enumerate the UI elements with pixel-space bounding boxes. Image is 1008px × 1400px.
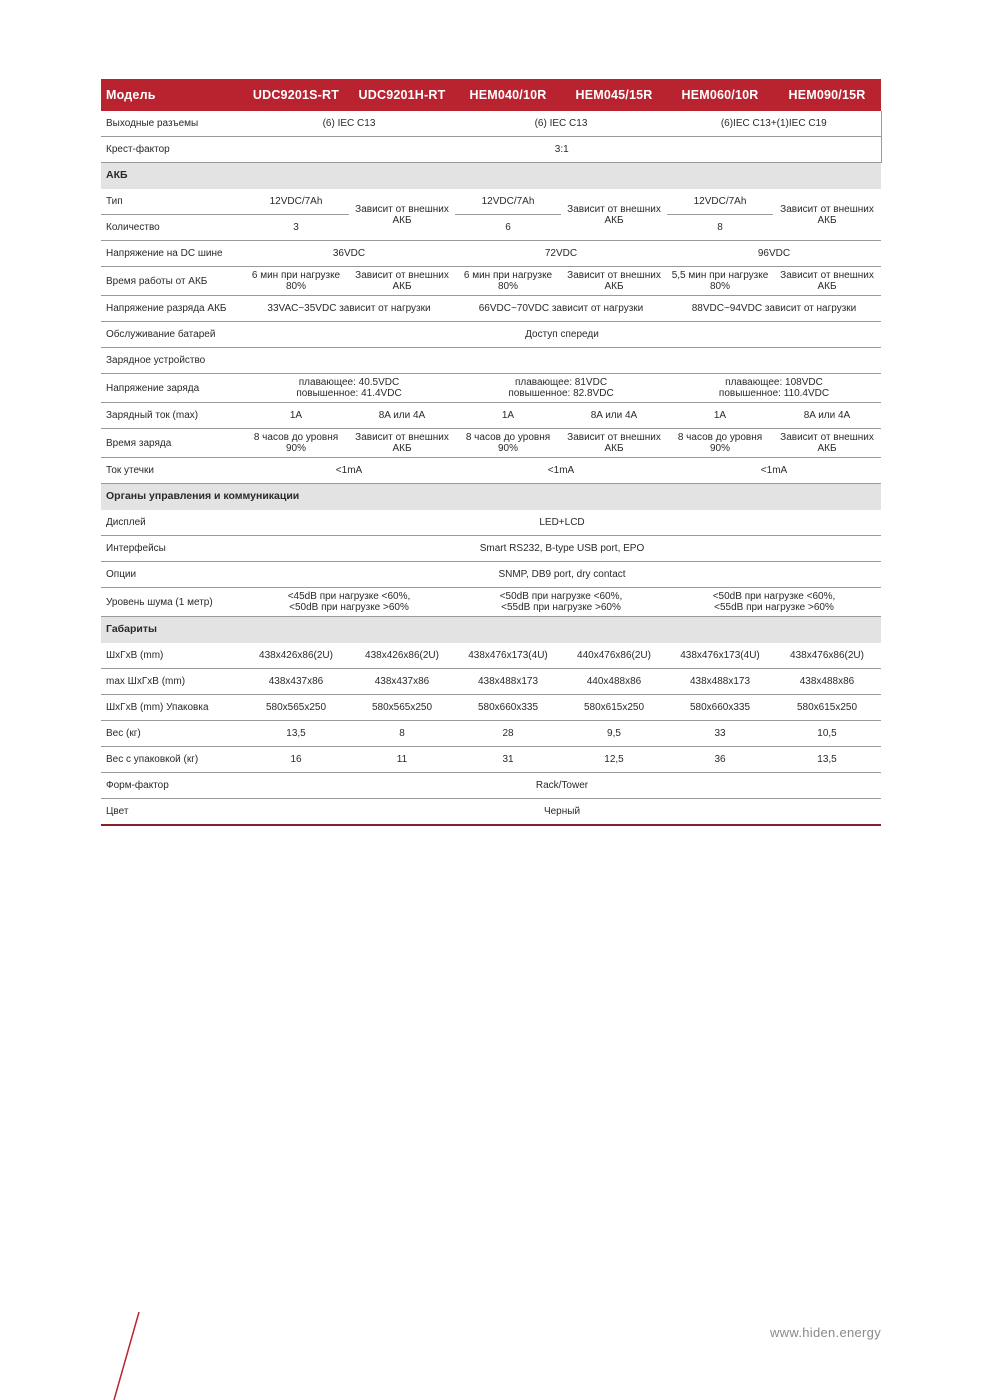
cell-line: <50dB при нагрузке >60%: [289, 602, 409, 613]
cell: Зависит от внешних АКБ: [349, 429, 455, 458]
table-row: [101, 536, 881, 562]
cell: 440x488x86: [561, 669, 667, 695]
table-row: [101, 215, 881, 241]
table-row: [101, 458, 881, 484]
cell: 438x488x173: [455, 669, 561, 695]
cell: 438x488x86: [773, 669, 881, 695]
cell: Зависит от внешних АКБ: [773, 267, 881, 296]
cell-line: <50dB при нагрузке <60%,: [499, 591, 623, 602]
row-label: Уровень шума (1 метр): [101, 588, 243, 617]
cell: 33VAC~35VDC зависит от нагрузки: [243, 296, 455, 322]
row-label: Крест-фактор: [101, 137, 243, 163]
cell: 438x426x86(2U): [349, 643, 455, 669]
table-row: [101, 348, 881, 374]
cell-line: <50dB при нагрузке <60%,: [712, 591, 836, 602]
cell: 580x565x250: [349, 695, 455, 721]
cell: 8 часов до уровня 90%: [243, 429, 349, 458]
cell: 3: [243, 215, 349, 241]
table-row: [101, 267, 881, 296]
row-label: max ШхГхВ (mm): [101, 669, 243, 695]
row-label: Зарядный ток (max): [101, 403, 243, 429]
table-row: [101, 429, 881, 458]
cell: 8A или 4A: [561, 403, 667, 429]
table-row: [101, 773, 881, 799]
table-row: [101, 799, 881, 826]
table-row: [101, 747, 881, 773]
cell: 438x488x173: [667, 669, 773, 695]
cell: 72VDC: [455, 241, 667, 267]
table-row: [101, 721, 881, 747]
model-name: HEM060/10R: [667, 79, 773, 111]
cell: Зависит от внешних АКБ: [349, 189, 455, 241]
cell: 12,5: [561, 747, 667, 773]
cell: 3:1: [243, 137, 881, 163]
cell: [243, 348, 881, 374]
cell-line: повышенное: 110.4VDC: [718, 388, 830, 399]
cell: Smart RS232, B-type USB port, EPO: [243, 536, 881, 562]
row-label: Напряжение на DC шине: [101, 241, 243, 267]
cell: LED+LCD: [243, 510, 881, 536]
row-label: Вес с упаковкой (кг): [101, 747, 243, 773]
cell: [667, 374, 881, 403]
table-row: [101, 296, 881, 322]
cell: 8 часов до уровня 90%: [455, 429, 561, 458]
table-row: [101, 695, 881, 721]
row-label: Тип: [101, 189, 243, 215]
cell: <1mA: [455, 458, 667, 484]
row-label: Время заряда: [101, 429, 243, 458]
cell: Зависит от внешних АКБ: [561, 267, 667, 296]
cell: (6)IEC C13+(1)IEC C19: [667, 111, 881, 137]
table-row: [101, 403, 881, 429]
cell: Черный: [243, 799, 881, 826]
table-row: [101, 111, 881, 137]
cell: <1mA: [243, 458, 455, 484]
cell: 8 часов до уровня 90%: [667, 429, 773, 458]
cell: Зависит от внешних АКБ: [561, 189, 667, 241]
cell: 36: [667, 747, 773, 773]
cell: 12VDC/7Ah: [667, 189, 773, 215]
row-label: Обслуживание батарей: [101, 322, 243, 348]
cell: 438x437x86: [349, 669, 455, 695]
row-label: Опции: [101, 562, 243, 588]
cell: SNMP, DB9 port, dry contact: [243, 562, 881, 588]
cell: Доступ спереди: [243, 322, 881, 348]
cell: 88VDC~94VDC зависит от нагрузки: [667, 296, 881, 322]
cell: 6: [455, 215, 561, 241]
cell: 31: [455, 747, 561, 773]
model-name: UDC9201H-RT: [349, 79, 455, 111]
cell: 580x660x335: [455, 695, 561, 721]
cell: (6) IEC C13: [243, 111, 455, 137]
model-name: HEM045/15R: [561, 79, 667, 111]
cell: 8A или 4A: [349, 403, 455, 429]
cell: [243, 374, 455, 403]
cell: 1A: [243, 403, 349, 429]
cell: 580x615x250: [561, 695, 667, 721]
cell: 438x476x173(4U): [455, 643, 561, 669]
table-row: [101, 241, 881, 267]
cell-line: плавающее: 81VDC: [514, 377, 608, 388]
cell: <1mA: [667, 458, 881, 484]
cell: Rack/Tower: [243, 773, 881, 799]
cell: 36VDC: [243, 241, 455, 267]
row-label: Ток утечки: [101, 458, 243, 484]
model-name: HEM040/10R: [455, 79, 561, 111]
table-row: [101, 643, 881, 669]
table-row: [101, 510, 881, 536]
table-row: [101, 189, 881, 215]
row-label: Вес (кг): [101, 721, 243, 747]
cell: 438x426x86(2U): [243, 643, 349, 669]
table-row: [101, 669, 881, 695]
cell: [455, 374, 667, 403]
model-header-label: Модель: [101, 79, 243, 111]
table-row: [101, 374, 881, 403]
spec-table: [101, 79, 882, 826]
cell: 96VDC: [667, 241, 881, 267]
section-title: Органы управления и коммуникации: [101, 484, 881, 510]
row-label: Форм-фактор: [101, 773, 243, 799]
model-name: HEM090/15R: [773, 79, 881, 111]
cell: 440x476x86(2U): [561, 643, 667, 669]
cell: 9,5: [561, 721, 667, 747]
row-label: Напряжение разряда АКБ: [101, 296, 243, 322]
cell: [243, 588, 455, 617]
cell: Зависит от внешних АКБ: [349, 267, 455, 296]
cell: 12VDC/7Ah: [455, 189, 561, 215]
cell: 6 мин при нагрузке 80%: [243, 267, 349, 296]
cell: 580x660x335: [667, 695, 773, 721]
cell-line: повышенное: 82.8VDC: [508, 388, 614, 399]
cell: 580x615x250: [773, 695, 881, 721]
cell: 16: [243, 747, 349, 773]
section-row: [101, 484, 881, 510]
cell: 13,5: [243, 721, 349, 747]
cell-line: <55dB при нагрузке >60%: [501, 602, 621, 613]
table-header-row: [101, 79, 881, 111]
cell: Зависит от внешних АКБ: [773, 189, 881, 241]
cell: 33: [667, 721, 773, 747]
cell: 11: [349, 747, 455, 773]
row-label: Выходные разъемы: [101, 111, 243, 137]
cell: Зависит от внешних АКБ: [773, 429, 881, 458]
cell: 5,5 мин при нагрузке 80%: [667, 267, 773, 296]
cell: 6 мин при нагрузке 80%: [455, 267, 561, 296]
cell-line: <45dB при нагрузке <60%,: [287, 591, 411, 602]
section-row: [101, 617, 881, 643]
decorative-slash: [112, 1312, 142, 1400]
section-title: Габариты: [101, 617, 881, 643]
slash-line: [114, 1312, 139, 1400]
table-row: [101, 137, 881, 163]
section-title: АКБ: [101, 163, 881, 189]
cell: 1A: [667, 403, 773, 429]
cell: [455, 588, 667, 617]
cell: 1A: [455, 403, 561, 429]
model-name: UDC9201S-RT: [243, 79, 349, 111]
cell: 8A или 4A: [773, 403, 881, 429]
cell: 66VDC~70VDC зависит от нагрузки: [455, 296, 667, 322]
section-row: [101, 163, 881, 189]
cell: 438x437x86: [243, 669, 349, 695]
cell: 12VDC/7Ah: [243, 189, 349, 215]
cell-line: плавающее: 40.5VDC: [298, 377, 400, 388]
cell: 580x565x250: [243, 695, 349, 721]
cell-line: плавающее: 108VDC: [725, 377, 823, 388]
table-row: [101, 562, 881, 588]
row-label: Дисплей: [101, 510, 243, 536]
table-row: [101, 588, 881, 617]
row-label: Напряжение заряда: [101, 374, 243, 403]
cell: 28: [455, 721, 561, 747]
row-label: Количество: [101, 215, 243, 241]
row-label: Зарядное устройство: [101, 348, 243, 374]
cell: 8: [667, 215, 773, 241]
cell: (6) IEC C13: [455, 111, 667, 137]
cell: Зависит от внешних АКБ: [561, 429, 667, 458]
cell: 438x476x86(2U): [773, 643, 881, 669]
cell: 438x476x173(4U): [667, 643, 773, 669]
cell: [667, 588, 881, 617]
cell: 13,5: [773, 747, 881, 773]
row-label: ШхГхВ (mm) Упаковка: [101, 695, 243, 721]
row-label: ШхГхВ (mm): [101, 643, 243, 669]
cell: 8: [349, 721, 455, 747]
row-label: Цвет: [101, 799, 243, 826]
cell: 10,5: [773, 721, 881, 747]
cell-line: <55dB при нагрузке >60%: [714, 602, 834, 613]
row-label: Время работы от АКБ: [101, 267, 243, 296]
footer-url[interactable]: www.hiden.energy: [769, 1325, 881, 1340]
cell-line: повышенное: 41.4VDC: [296, 388, 402, 399]
row-label: Интерфейсы: [101, 536, 243, 562]
table-row: [101, 322, 881, 348]
